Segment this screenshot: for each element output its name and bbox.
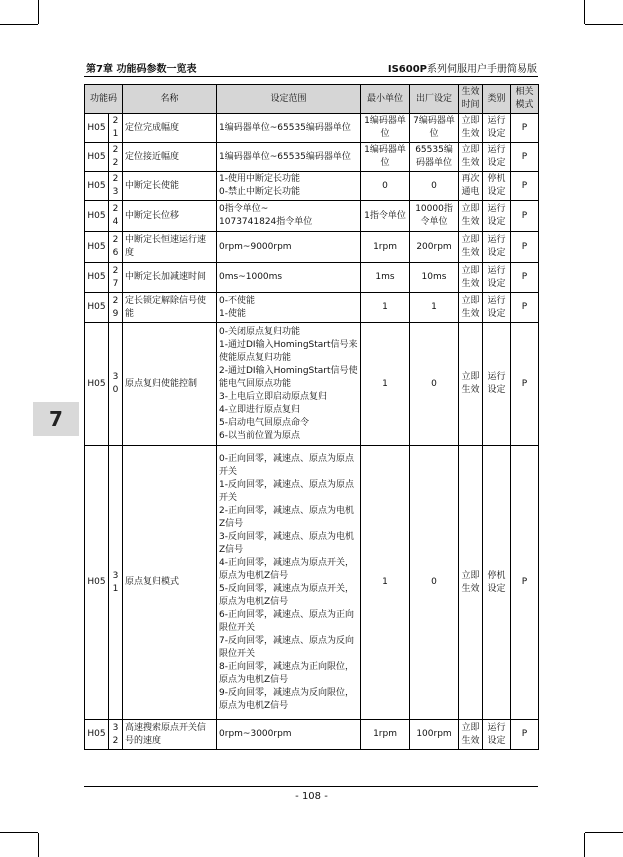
param-mode-cell: P: [511, 293, 539, 323]
param-default-cell: 100rpm: [410, 720, 459, 750]
param-category-cell: 运行设定: [483, 114, 511, 143]
param-number-cell: 29: [109, 293, 123, 323]
param-default-cell: 7编码器单位: [410, 114, 459, 143]
table-row: [85, 143, 539, 172]
table-row: [85, 201, 539, 232]
crop-mark: [38, 833, 39, 857]
param-group-cell: H05: [85, 446, 109, 720]
param-category-cell: 运行设定: [483, 263, 511, 293]
manual-model: IS600P: [387, 64, 427, 75]
col-header-range: 设定范围: [217, 85, 361, 114]
param-effect-cell: 立即生效: [459, 143, 483, 172]
param-mode-cell: P: [511, 446, 539, 720]
param-mode-cell: P: [511, 263, 539, 293]
range-line: 4-正向回零，减速点为原点开关，原点为电机Z信号: [219, 557, 354, 581]
col-header-code: 功能码: [85, 85, 123, 114]
range-line: 0指令单位~: [219, 204, 269, 214]
param-mode-cell: P: [511, 720, 539, 750]
param-category-cell: 运行设定: [483, 323, 511, 446]
param-mode-cell: P: [511, 201, 539, 232]
table-row: [85, 446, 539, 720]
param-name-cell: 定位完成幅度: [123, 114, 217, 143]
param-number-cell: 27: [109, 263, 123, 293]
range-line: 1-反向回零，减速点、原点为原点开关: [219, 479, 354, 503]
col-header-default: 出厂设定: [410, 85, 459, 114]
param-min-unit-cell: 1编码器单位: [361, 114, 410, 143]
param-default-cell: 200rpm: [410, 232, 459, 263]
param-number-cell: 22: [109, 143, 123, 172]
table-row: [85, 323, 539, 446]
range-line: 6-正向回零，减速点、原点为正向限位开关: [219, 609, 354, 633]
range-line: 0rpm~3000rpm: [219, 729, 292, 739]
param-name-cell: 中断定长位移: [123, 201, 217, 232]
param-range-cell: [217, 143, 361, 172]
range-line: 0-关闭原点复归功能: [219, 326, 300, 337]
param-range-cell: [217, 201, 361, 232]
param-name-cell: 定长锁定解除信号使能: [123, 293, 217, 323]
range-line: 7-反向回零，减速点、原点为反向限位开关: [219, 635, 354, 659]
param-range-cell: [217, 323, 361, 446]
param-group-cell: H05: [85, 143, 109, 172]
range-line: 4-立即进行原点复归: [219, 404, 300, 415]
crop-mark: [584, 833, 585, 857]
param-effect-cell: 立即生效: [459, 201, 483, 232]
table-row: [85, 293, 539, 323]
param-name-cell: 中断定长使能: [123, 172, 217, 201]
range-line: 3-上电后立即启动原点复归: [219, 391, 327, 402]
range-line: 0rpm~9000rpm: [219, 241, 292, 252]
param-name-cell: 原点复归模式: [123, 446, 217, 720]
range-line: 1编码器单位~65535编码器单位: [219, 122, 351, 133]
table-row: [85, 172, 539, 201]
range-line: 8-正向回零，减速点为正向限位，原点为电机Z信号: [219, 661, 354, 685]
param-number-cell: 24: [109, 201, 123, 232]
param-effect-cell: 再次通电: [459, 172, 483, 201]
param-mode-cell: P: [511, 172, 539, 201]
range-line: 1-通过DI输入HomingStart信号来使能原点复归功能: [219, 339, 358, 363]
crop-mark: [585, 24, 623, 25]
range-line: 1-使用中断定长功能: [219, 174, 300, 184]
param-group-cell: H05: [85, 114, 109, 143]
param-default-cell: 1: [410, 293, 459, 323]
param-range-cell: [217, 114, 361, 143]
param-min-unit-cell: 1: [361, 323, 410, 446]
param-category-cell: 运行设定: [483, 201, 511, 232]
param-range-cell: [217, 172, 361, 201]
param-category-cell: 停机设定: [483, 446, 511, 720]
param-effect-cell: 立即生效: [459, 720, 483, 750]
param-default-cell: 10ms: [410, 263, 459, 293]
range-line: 0ms~1000ms: [219, 272, 283, 282]
param-min-unit-cell: 1编码器单位: [361, 143, 410, 172]
param-group-cell: H05: [85, 293, 109, 323]
param-name-cell: 原点复归使能控制: [123, 323, 217, 446]
param-number-cell: 23: [109, 172, 123, 201]
range-line: 1073741824指令单位: [219, 217, 313, 227]
table-row: [85, 263, 539, 293]
crop-mark: [585, 832, 623, 833]
param-min-unit-cell: 1指令单位: [361, 201, 410, 232]
param-group-cell: H05: [85, 232, 109, 263]
param-range-cell: [217, 446, 361, 720]
param-category-cell: 运行设定: [483, 720, 511, 750]
param-mode-cell: P: [511, 323, 539, 446]
col-header-mode: 相关模式: [511, 85, 539, 114]
range-line: 1-使能: [219, 308, 246, 319]
param-category-cell: 运行设定: [483, 143, 511, 172]
param-min-unit-cell: 1: [361, 293, 410, 323]
header-divider: [84, 76, 538, 77]
param-group-cell: H05: [85, 201, 109, 232]
param-default-cell: 0: [410, 172, 459, 201]
param-name-cell: 定位接近幅度: [123, 143, 217, 172]
param-name-cell: 中断定长恒速运行速度: [123, 232, 217, 263]
param-category-cell: 运行设定: [483, 232, 511, 263]
range-line: 6-以当前位置为原点: [219, 430, 300, 441]
crop-mark: [584, 0, 585, 24]
table-row: [85, 114, 539, 143]
param-name-cell: 高速搜索原点开关信号的速度: [123, 720, 217, 750]
param-group-cell: H05: [85, 323, 109, 446]
param-effect-cell: 立即生效: [459, 293, 483, 323]
param-effect-cell: 立即生效: [459, 323, 483, 446]
param-range-cell: [217, 720, 361, 750]
range-line: 1编码器单位~65535编码器单位: [219, 151, 351, 162]
param-category-cell: 运行设定: [483, 293, 511, 323]
param-default-cell: 0: [410, 323, 459, 446]
range-line: 0-不使能: [219, 295, 255, 306]
param-mode-cell: P: [511, 232, 539, 263]
param-min-unit-cell: 0: [361, 172, 410, 201]
param-number-cell: 31: [109, 446, 123, 720]
range-line: 0-正向回零，减速点、原点为原点开关: [219, 453, 354, 477]
range-line: 0-禁止中断定长功能: [219, 187, 300, 197]
param-mode-cell: P: [511, 114, 539, 143]
param-group-cell: H05: [85, 720, 109, 750]
col-header-effect: 生效时间: [459, 85, 483, 114]
param-effect-cell: 立即生效: [459, 263, 483, 293]
range-line: 5-启动电气回原点命令: [219, 417, 309, 428]
range-line: 5-反向回零，减速点为原点开关，原点为电机Z信号: [219, 583, 354, 607]
param-range-cell: [217, 263, 361, 293]
param-effect-cell: 立即生效: [459, 446, 483, 720]
param-category-cell: 停机设定: [483, 172, 511, 201]
chapter-tab: 7: [33, 402, 79, 436]
range-line: 3-反向回零，减速点、原点为电机Z信号: [219, 531, 354, 555]
param-number-cell: 21: [109, 114, 123, 143]
param-min-unit-cell: 1rpm: [361, 720, 410, 750]
param-default-cell: 0: [410, 446, 459, 720]
crop-mark: [38, 0, 39, 24]
col-header-name: 名称: [123, 85, 217, 114]
param-effect-cell: 立即生效: [459, 232, 483, 263]
param-range-cell: [217, 293, 361, 323]
param-number-cell: 32: [109, 720, 123, 750]
footer-divider: [84, 786, 538, 787]
param-default-cell: 10000指令单位: [410, 201, 459, 232]
param-range-cell: [217, 232, 361, 263]
manual-title-rest: 系列伺服用户手册简易版: [427, 64, 537, 75]
param-number-cell: 30: [109, 323, 123, 446]
param-group-cell: H05: [85, 263, 109, 293]
parameter-table: [84, 84, 539, 750]
param-number-cell: 26: [109, 232, 123, 263]
table-row: [85, 720, 539, 750]
table-row: [85, 232, 539, 263]
param-group-cell: H05: [85, 172, 109, 201]
page-number: - 108 -: [295, 791, 328, 802]
table-header-row: [85, 85, 539, 114]
col-header-min-unit: 最小单位: [361, 85, 410, 114]
col-header-category: 类别: [483, 85, 511, 114]
crop-mark: [0, 832, 38, 833]
param-default-cell: 65535编码器单位: [410, 143, 459, 172]
param-mode-cell: P: [511, 143, 539, 172]
param-name-cell: 中断定长加减速时间: [123, 263, 217, 293]
range-line: 2-通过DI输入HomingStart信号使能电气回原点功能: [219, 365, 358, 389]
crop-mark: [0, 24, 38, 25]
range-line: 2-正向回零，减速点、原点为电机Z信号: [219, 505, 354, 529]
param-min-unit-cell: 1ms: [361, 263, 410, 293]
param-min-unit-cell: 1rpm: [361, 232, 410, 263]
param-effect-cell: 立即生效: [459, 114, 483, 143]
manual-title: [388, 60, 537, 75]
param-min-unit-cell: 1: [361, 446, 410, 720]
chapter-title: 第7章 功能码参数一览表: [86, 64, 197, 75]
range-line: 9-反向回零，减速点为反向限位，原点为电机Z信号: [219, 687, 354, 711]
